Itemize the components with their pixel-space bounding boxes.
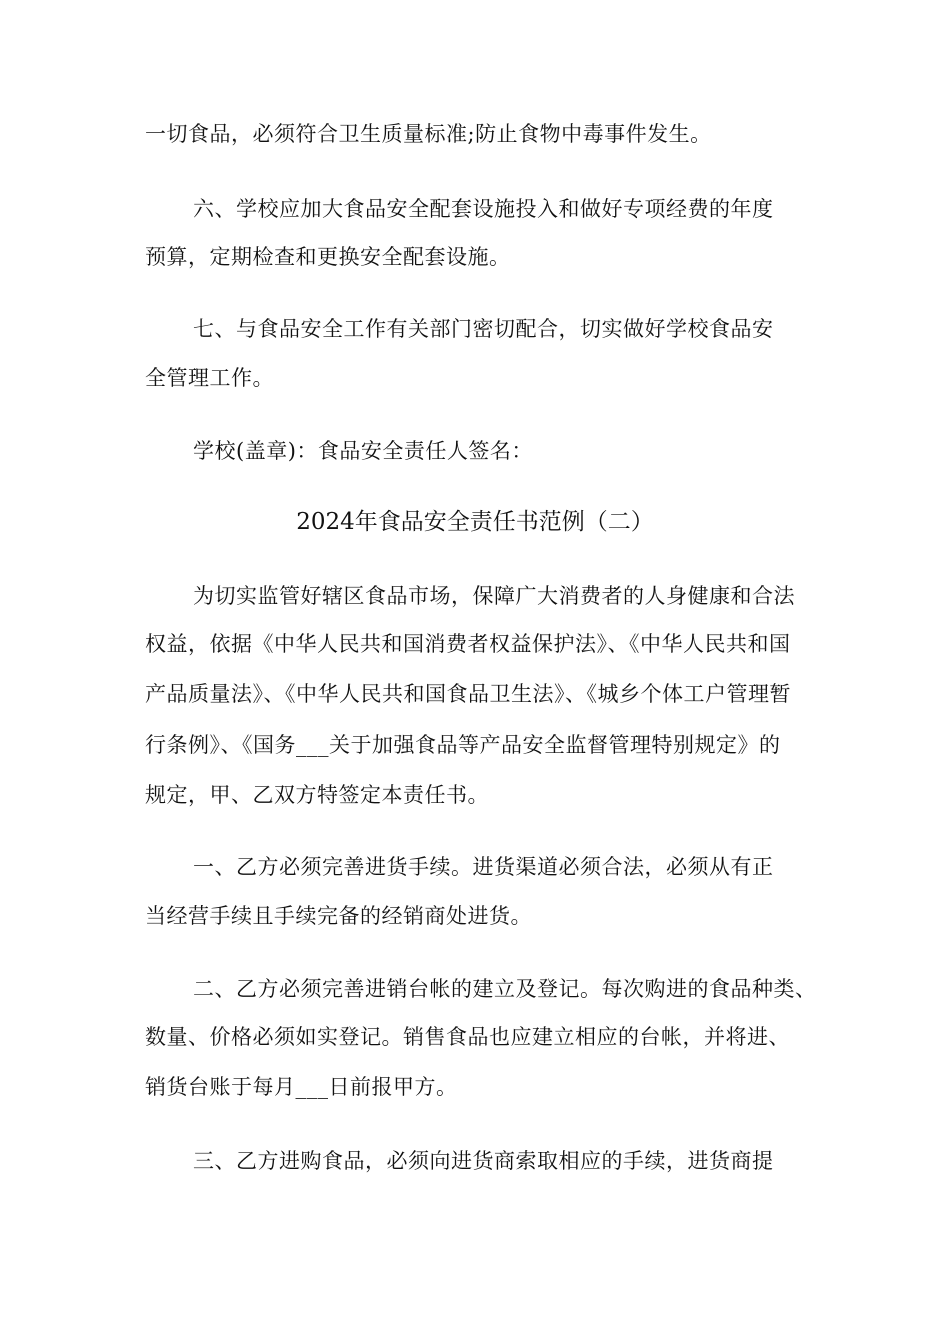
signature-line: 学校(盖章)：食品安全责任人签名：	[193, 439, 533, 463]
paragraph-line: 当经营手续且手续完备的经销商处进货。	[145, 904, 532, 928]
paragraph-line: 全管理工作。	[145, 366, 274, 390]
paragraph-line: 三、乙方进购食品，必须向进货商索取相应的手续，进货商提	[193, 1149, 774, 1173]
section-title: 2024年食品安全责任书范例（二）	[296, 509, 654, 535]
paragraph-line: 一切食品，必须符合卫生质量标准;防止食物中毒事件发生。	[145, 122, 712, 146]
paragraph-line: 行条例》、《国务___关于加强食品等产品安全监督管理特别规定》的	[145, 733, 781, 757]
paragraph-line: 一、乙方必须完善进货手续。进货渠道必须合法，必须从有正	[193, 855, 774, 879]
paragraph-line: 为切实监管好辖区食品市场，保障广大消费者的人身健康和合法	[193, 584, 795, 608]
paragraph-line: 六、学校应加大食品安全配套设施投入和做好专项经费的年度	[193, 197, 774, 221]
paragraph-line: 销货台账于每月___日前报甲方。	[145, 1075, 458, 1099]
paragraph-line: 产品质量法》、《中华人民共和国食品卫生法》、《城乡个体工户管理暂	[145, 682, 791, 706]
paragraph-line: 七、与食品安全工作有关部门密切配合，切实做好学校食品安	[193, 317, 774, 341]
paragraph-line: 数量、价格必须如实登记。销售食品也应建立相应的台帐，并将进、	[145, 1025, 790, 1049]
paragraph-line: 权益，依据《中华人民共和国消费者权益保护法》、《中华人民共和国	[145, 632, 791, 656]
paragraph-line: 二、乙方必须完善进销台帐的建立及登记。每次购进的食品种类、	[193, 977, 817, 1001]
paragraph-line: 预算，定期检查和更换安全配套设施。	[145, 245, 511, 269]
paragraph-line: 规定，甲、乙双方特签定本责任书。	[145, 783, 489, 807]
